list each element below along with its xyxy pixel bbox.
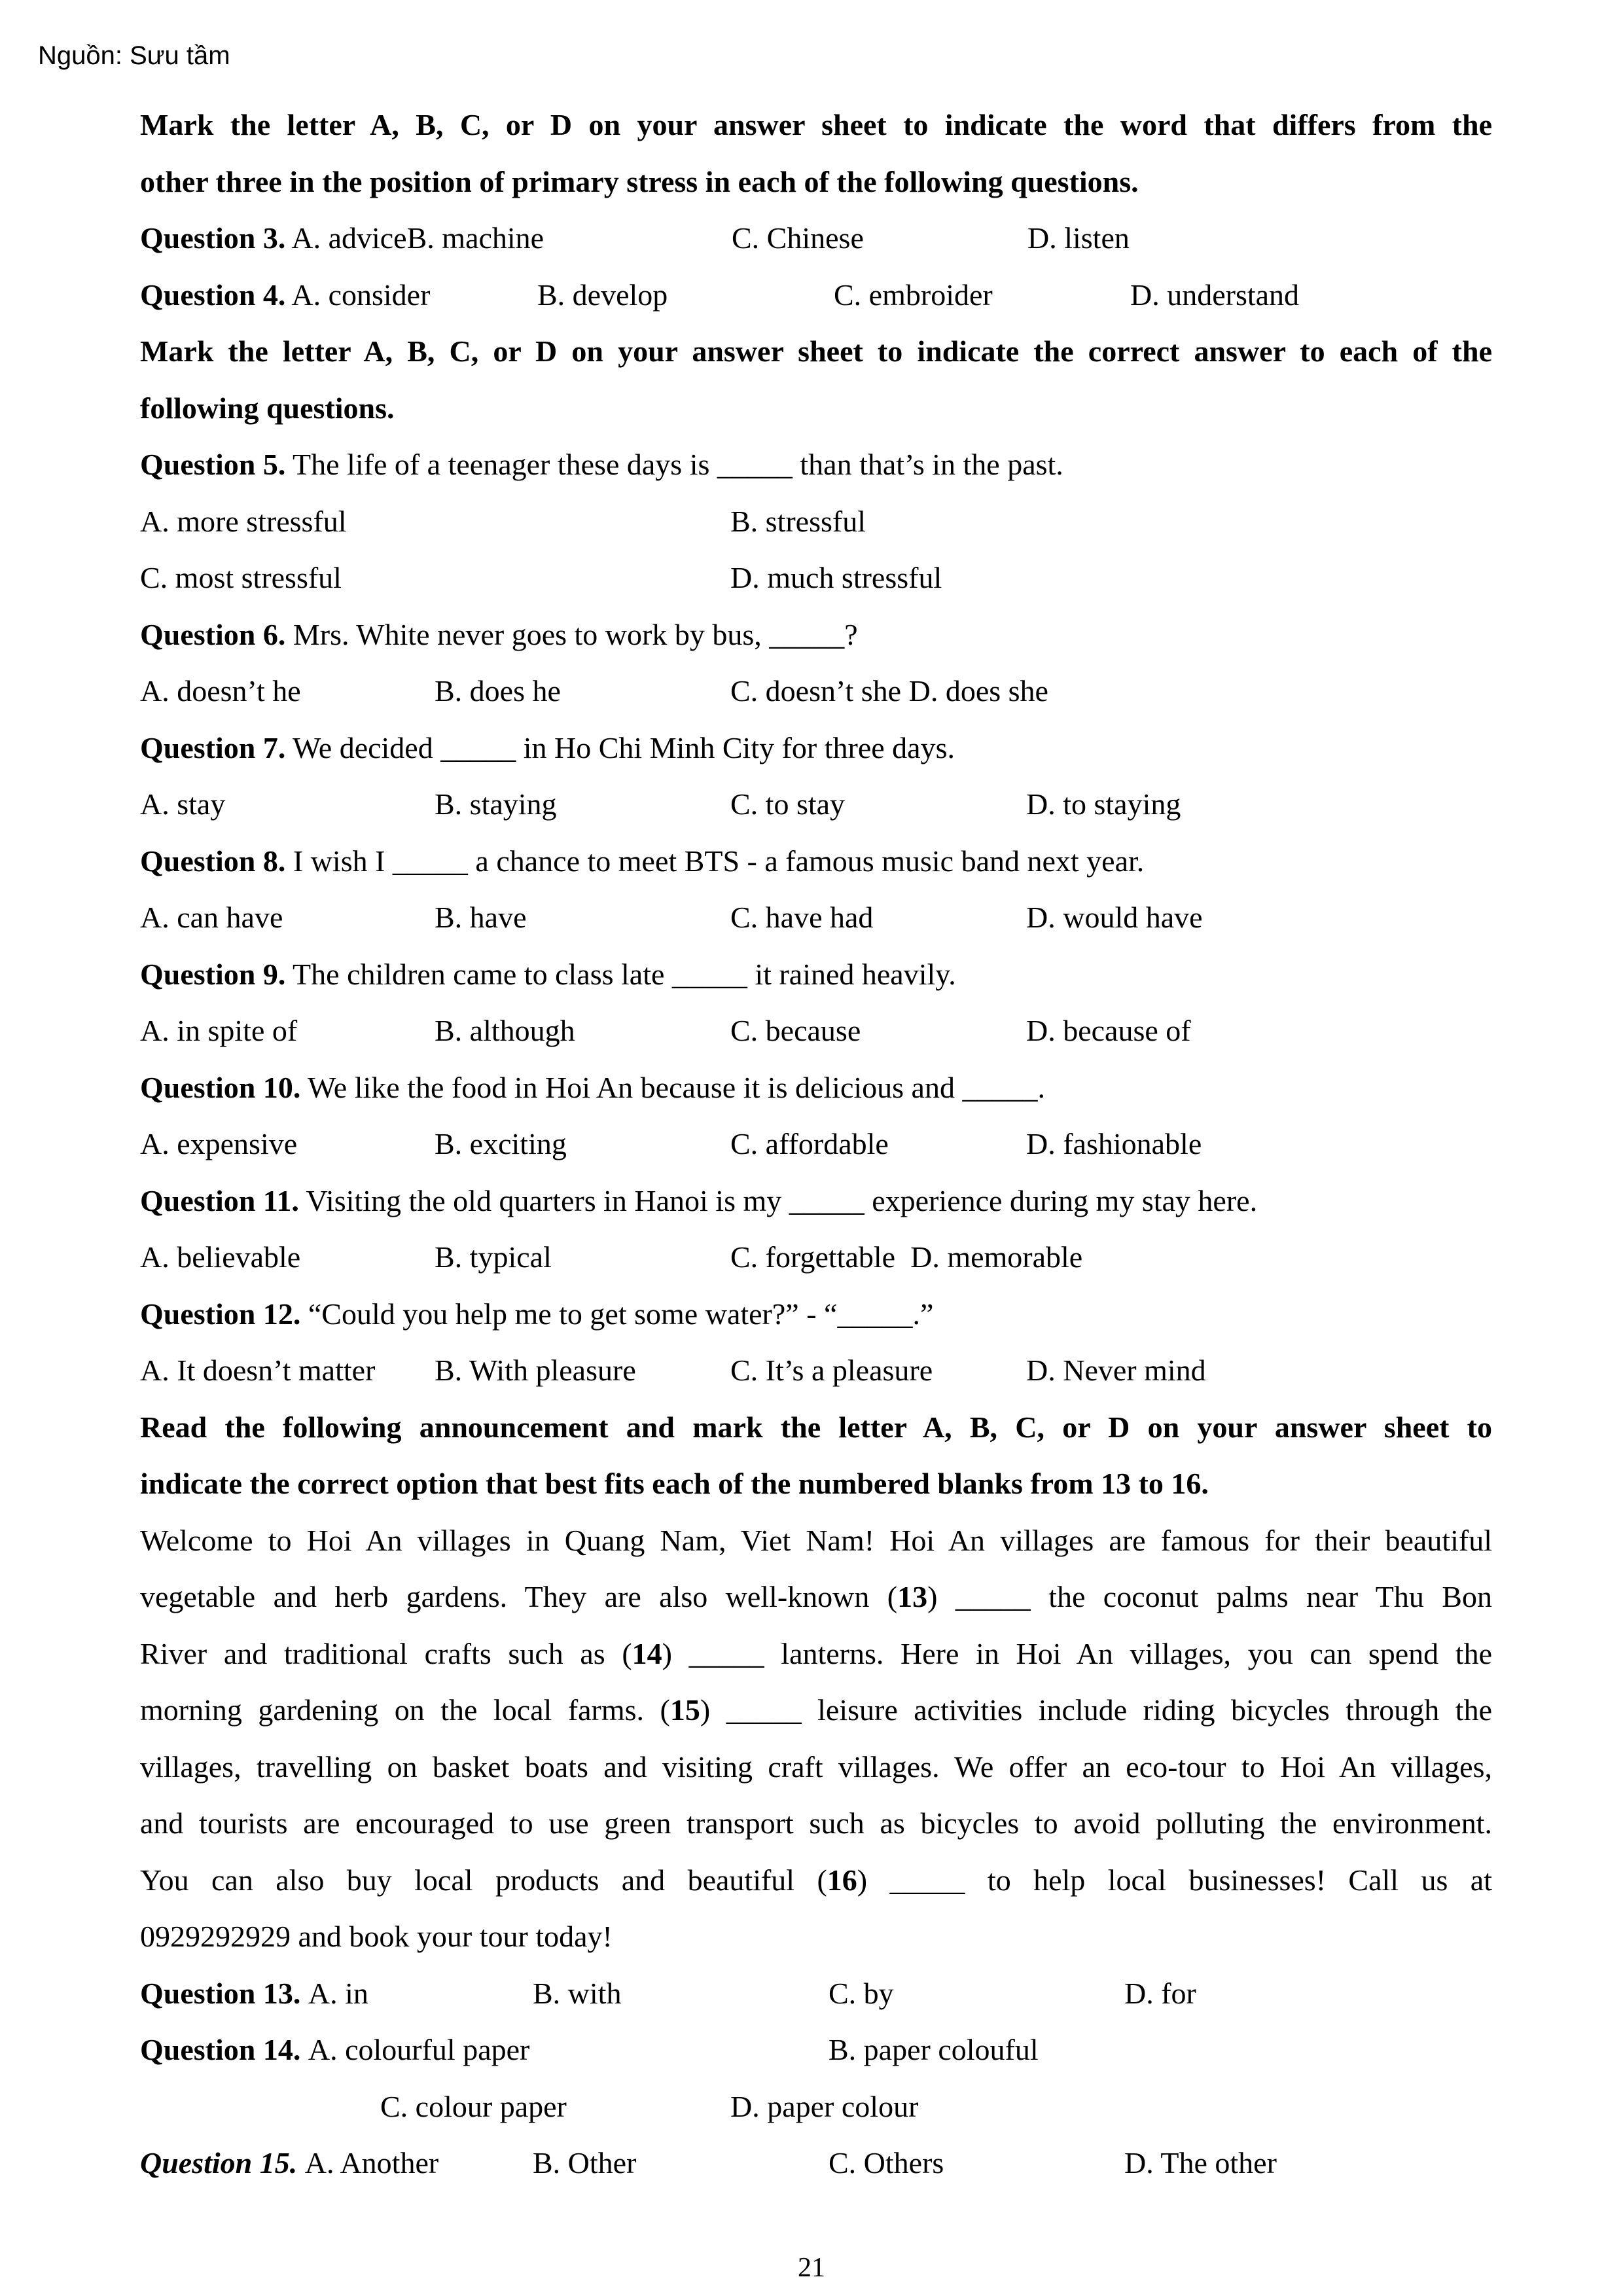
question-11-options xyxy=(140,1229,1492,1286)
question-13-option-d: D. for xyxy=(1124,1976,1196,2010)
question-14-row-1 xyxy=(140,2022,1492,2079)
question-15-label: Question 15. xyxy=(140,2146,298,2179)
question-15-option-a: A. Another xyxy=(304,2146,439,2179)
stress-instruction-line-2: other three in the position of primary stress in each of the following questions. xyxy=(140,164,1139,198)
question-14-lead xyxy=(140,2022,829,2079)
question-7-option-d: D. to staying xyxy=(1026,787,1181,821)
question-12-option-d: D. Never mind xyxy=(1026,1354,1206,1387)
passage-line-2-end: ) _____ the coconut palms near Thu Bon xyxy=(927,1580,1492,1613)
question-8-option-a: A. can have xyxy=(140,901,283,934)
passage-line-7-start: You can also buy local products and beautiful ( xyxy=(140,1863,827,1897)
question-7-options xyxy=(140,776,1492,833)
question-5-option-d: D. much stressful xyxy=(730,561,942,594)
question-9 xyxy=(140,946,1492,1003)
passage-line-8: 0929292929 and book your tour today! xyxy=(140,1920,613,1953)
blank-number-14: 14 xyxy=(632,1636,662,1670)
question-12 xyxy=(140,1286,1492,1343)
question-3-label: Question 3. xyxy=(140,221,286,255)
question-4 xyxy=(140,267,1492,324)
question-9-option-d: D. because of xyxy=(1026,1014,1191,1047)
source-note: Nguồn: Sưu tầm xyxy=(38,41,230,70)
question-8-option-c: C. have had xyxy=(730,901,874,934)
question-5-option-b: B. stressful xyxy=(730,504,866,538)
question-4-option-c: C. embroider xyxy=(834,278,993,312)
question-11-option-d: D. memorable xyxy=(910,1240,1083,1274)
question-14-option-d: D. paper colour xyxy=(730,2089,919,2123)
exam-content xyxy=(140,97,1492,2192)
passage-line-2 xyxy=(140,1569,1492,1626)
question-15-lead xyxy=(140,2135,533,2192)
passage-line-7 xyxy=(140,1852,1492,1909)
passage-line-5: villages, travelling on basket boats and visiting craft villages. We offer an eco-tour to Hoi An villages, xyxy=(140,1749,1492,1784)
question-9-label: Question 9. xyxy=(140,957,286,991)
question-6-option-a: A. doesn’t he xyxy=(140,674,301,708)
correct-instruction-line-1: Mark the letter A, B, C, or D on your answer sheet to indicate the correct answer to each of the xyxy=(140,334,1492,368)
question-10-label: Question 10. xyxy=(140,1070,301,1104)
blank-number-15: 15 xyxy=(669,1693,700,1727)
passage-line-2-start: vegetable and herb gardens. They are also well-known ( xyxy=(140,1580,898,1613)
question-6-option-c: C. doesn’t she xyxy=(730,674,902,708)
question-6-option-d: D. does she xyxy=(908,674,1048,708)
question-7-option-a: A. stay xyxy=(140,787,226,821)
question-15-option-d: D. The other xyxy=(1124,2146,1277,2179)
question-12-options xyxy=(140,1342,1492,1399)
question-4-label: Question 4. xyxy=(140,278,286,312)
question-5 xyxy=(140,437,1492,493)
question-6-options xyxy=(140,663,1492,720)
question-10-option-d: D. fashionable xyxy=(1026,1127,1202,1160)
question-3-option-d: D. listen xyxy=(1027,221,1130,255)
question-12-option-a: A. It doesn’t matter xyxy=(140,1354,376,1387)
question-10-option-b: B. exciting xyxy=(435,1127,567,1160)
correct-instruction-line-2: following questions. xyxy=(140,391,395,425)
question-3-option-a: A. advice xyxy=(291,221,407,255)
question-6-text: Mrs. White never goes to work by bus, _____? xyxy=(293,617,858,651)
reading-instruction-line-1: Read the following announcement and mark the letter A, B, C, or D on your answer sheet to xyxy=(140,1410,1492,1444)
question-8-options xyxy=(140,889,1492,946)
question-10-options xyxy=(140,1116,1492,1173)
passage-line-4 xyxy=(140,1682,1492,1739)
question-15-option-b: B. Other xyxy=(533,2146,637,2179)
passage-line-3 xyxy=(140,1626,1492,1683)
question-14-option-c: C. colour paper xyxy=(380,2089,567,2123)
question-8-text: I wish I _____ a chance to meet BTS - a famous music band next year. xyxy=(293,844,1145,878)
question-12-label: Question 12. xyxy=(140,1297,301,1331)
question-14-option-b: B. paper colouful xyxy=(829,2033,1039,2066)
passage-line-3-start: River and traditional crafts such as ( xyxy=(140,1636,632,1670)
question-11-option-c: C. forgettable xyxy=(730,1240,896,1274)
reading-instruction-line-2: indicate the correct option that best fits each of the numbered blanks from 13 to 16. xyxy=(140,1467,1209,1500)
question-8 xyxy=(140,833,1492,890)
question-5-text: The life of a teenager these days is _____ than that’s in the past. xyxy=(293,448,1063,481)
question-9-option-b: B. although xyxy=(435,1014,575,1047)
question-4-option-a: A. consider xyxy=(291,278,431,312)
question-9-text: The children came to class late _____ it rained heavily. xyxy=(293,957,956,991)
question-7 xyxy=(140,720,1492,777)
question-12-option-c: C. It’s a pleasure xyxy=(730,1354,933,1387)
question-5-label: Question 5. xyxy=(140,448,286,481)
blank-number-13: 13 xyxy=(897,1580,928,1613)
question-10-option-a: A. expensive xyxy=(140,1127,298,1160)
passage-line-6: and tourists are encouraged to use green transport such as bicycles to avoid polluting the environment. xyxy=(140,1806,1492,1840)
question-4-option-d: D. understand xyxy=(1130,278,1300,312)
page-number: 21 xyxy=(798,2253,825,2283)
stress-instruction-line-1: Mark the letter A, B, C, or D on your answer sheet to indicate the word that differs from the xyxy=(140,108,1492,141)
question-7-text: We decided _____ in Ho Chi Minh City for three days. xyxy=(293,730,955,764)
question-3-option-b: B. machine xyxy=(406,221,544,255)
question-13-option-c: C. by xyxy=(829,1976,894,2010)
question-6-option-b: B. does he xyxy=(435,674,561,708)
question-7-label: Question 7. xyxy=(140,730,286,764)
question-9-option-a: A. in spite of xyxy=(140,1014,298,1047)
question-12-option-b: B. With pleasure xyxy=(435,1354,636,1387)
question-6 xyxy=(140,607,1492,664)
question-7-option-c: C. to stay xyxy=(730,787,846,821)
question-13-option-a: A. in xyxy=(308,1976,368,2010)
question-5-options-row-2 xyxy=(140,550,1492,607)
question-8-option-d: D. would have xyxy=(1026,901,1203,934)
question-15 xyxy=(140,2135,1492,2192)
question-13-label: Question 13. xyxy=(140,1976,301,2010)
question-11-label: Question 11. xyxy=(140,1183,299,1217)
question-10-option-c: C. affordable xyxy=(730,1127,889,1160)
question-8-label: Question 8. xyxy=(140,844,286,878)
question-13-option-b: B. with xyxy=(533,1976,622,2010)
passage-line-4-end: ) _____ leisure activities include riding bicycles through the xyxy=(700,1693,1492,1727)
passage-line-7-end: ) _____ to help local businesses! Call us at xyxy=(857,1863,1492,1897)
question-10-text: We like the food in Hoi An because it is delicious and _____. xyxy=(308,1070,1045,1104)
question-13 xyxy=(140,1965,1492,2022)
question-10 xyxy=(140,1060,1492,1117)
question-8-option-b: B. have xyxy=(435,901,527,934)
question-11-option-a: A. believable xyxy=(140,1240,301,1274)
question-13-lead xyxy=(140,1965,533,2022)
question-11-text: Visiting the old quarters in Hanoi is my _____ experience during my stay here. xyxy=(306,1183,1258,1217)
question-14-row-2 xyxy=(140,2079,1492,2136)
passage-line-4-start: morning gardening on the local farms. ( xyxy=(140,1693,670,1727)
question-14-option-a: A. colourful paper xyxy=(308,2033,530,2066)
question-12-text: “Could you help me to get some water?” - “_____.” xyxy=(308,1297,934,1331)
question-11 xyxy=(140,1173,1492,1230)
passage-line-3-end: ) _____ lanterns. Here in Hoi An villages, you can spend the xyxy=(662,1636,1492,1670)
question-4-option-b: B. develop xyxy=(537,278,668,312)
question-9-option-c: C. because xyxy=(730,1014,861,1047)
question-6-label: Question 6. xyxy=(140,617,286,651)
question-3 xyxy=(140,210,1492,267)
question-5-option-c: C. most stressful xyxy=(140,561,342,594)
question-14-label: Question 14. xyxy=(140,2033,301,2066)
question-9-options xyxy=(140,1003,1492,1060)
question-3-option-c: C. Chinese xyxy=(732,221,864,255)
question-15-option-c: C. Others xyxy=(829,2146,944,2179)
question-11-option-b: B. typical xyxy=(435,1240,552,1274)
question-5-options-row-1 xyxy=(140,493,1492,550)
passage-line-1: Welcome to Hoi An villages in Quang Nam, Viet Nam! Hoi An villages are famous for their beautiful xyxy=(140,1523,1492,1557)
question-7-option-b: B. staying xyxy=(435,787,557,821)
question-5-option-a: A. more stressful xyxy=(140,504,347,538)
blank-number-16: 16 xyxy=(827,1863,857,1897)
